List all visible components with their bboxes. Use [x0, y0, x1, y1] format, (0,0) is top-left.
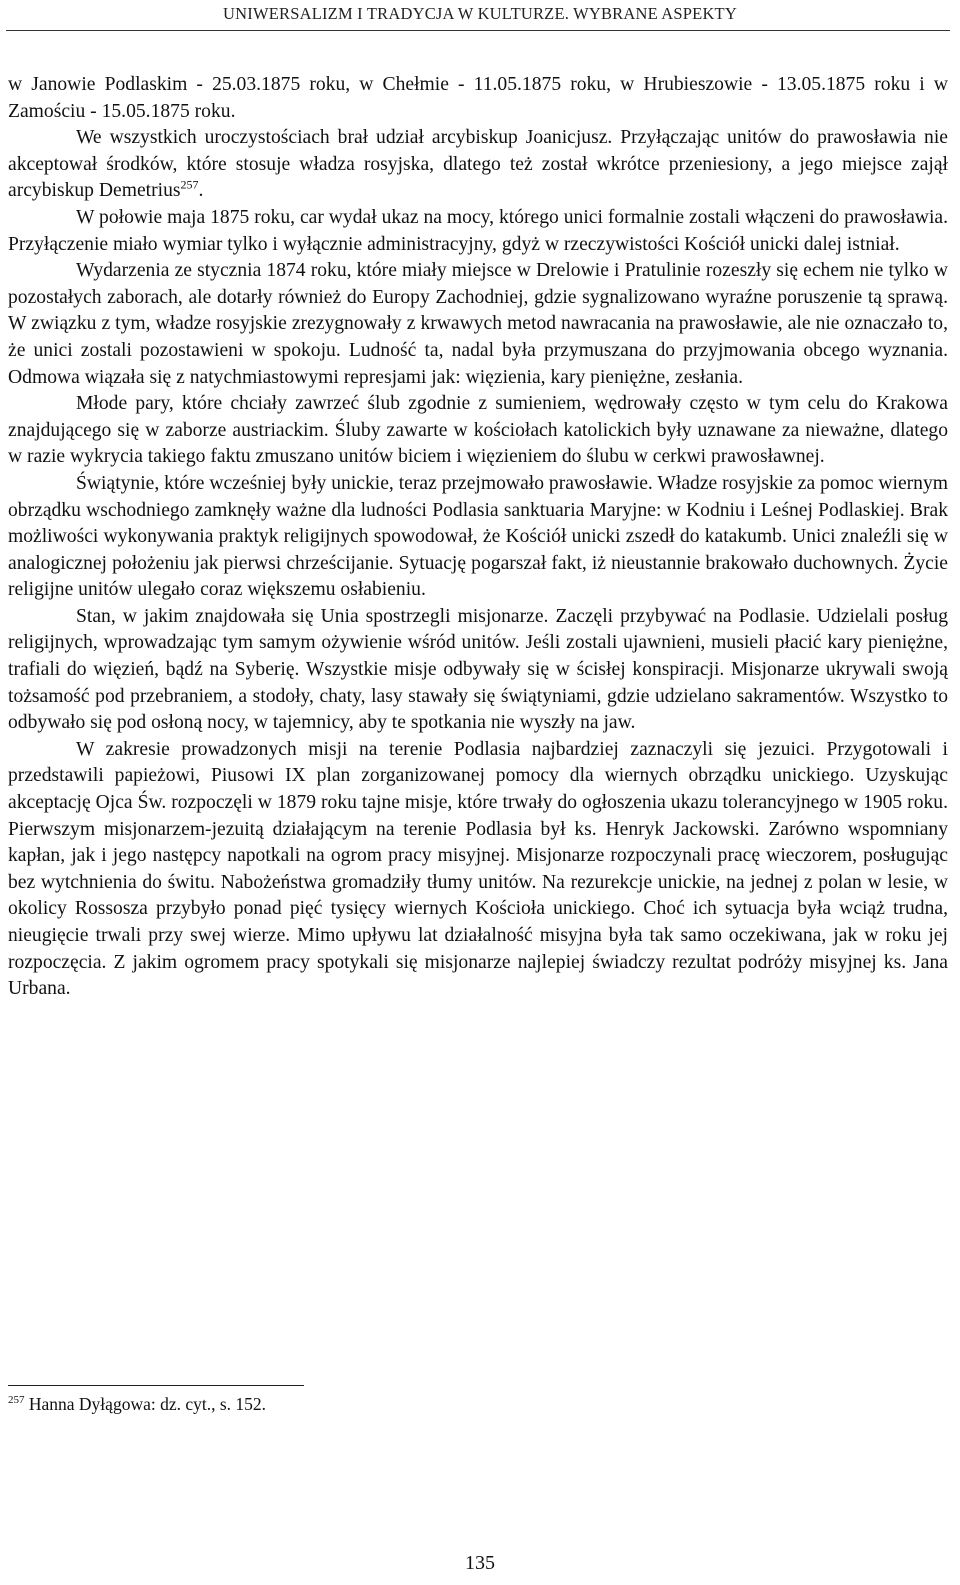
footnote-number: 257 [8, 1394, 25, 1407]
paragraph-2 [8, 125, 948, 205]
footnote-reference[interactable]: 257 [180, 177, 199, 192]
header-rule [6, 30, 950, 31]
paragraph-8: W zakresie prowadzonych misji na terenie Podlasia najbardziej zaznaczyli się jezuici. Przygotowali i przedstawili papieżowi, Piusowi IX plan zorganizowanej pomocy dla wiernych obrządku unickiego. Uzyskując akceptację Ojca Św. rozpoczęli w 1879 roku tajne misje, które trwały do ogłoszenia ukazu tolerancyjnego w 1905 roku. Pierwszym misjonarzem-jezuitą działającym na terenie Podlasia był ks. Henryk Jackowski. Zarówno wspomniany kapłan, jak i jego następcy napotkali na ogrom pracy misyjnej. Misjonarze rozpoczynali pracę wieczorem, posługując bez wytchnienia do świtu. Nabożeństwa gromadziły tłumy unitów. Na rezurekcje unickie, na jednej z polan w lesie, w okolicy Rossosza przybyło ponad pięć tysięcy wiernych Kościoła unickiego. Choć ich sytuacja była wciąż trudna, nieugięcie trwali przy swej wierze. Mimo upływu lat działalność misyjna była tak samo oczekiwana, jak w roku jej rozpoczęcia. Z jakim ogromem pracy spotykali się misjonarze najlepiej świadczy rezultat podróży misyjnej ks. Jana Urbana. [8, 738, 948, 1000]
page-number: 135 [465, 1552, 495, 1574]
paragraph-1: w Janowie Podlaskim - 25.03.1875 roku, w Chełmie - 11.05.1875 roku, w Hrubieszowie - 13.05.1875 roku i w Zamościu - 15.05.1875 roku. [8, 74, 948, 122]
body-text [8, 72, 948, 1003]
footnote-rule [8, 1385, 304, 1386]
running-header: UNIWERSALIZM I TRADYCJA W KULTURZE. WYBRANE ASPEKTY [223, 4, 737, 23]
paragraph-2-end: . [198, 180, 204, 202]
paragraph-3: W połowie maja 1875 roku, car wydał ukaz na mocy, którego unici formalnie zostali włączeni do prawosławia. Przyłączenie miało wymiar tylko i wyłącznie administracyjny, gdyż w rzeczywistości Kościół unicki dalej istniał. [8, 206, 948, 255]
paragraph-6: Świątynie, które wcześniej były unickie, teraz przejmowało prawosławie. Władze rosyjskie za pomoc wiernym obrządku wschodniego zamknęły ważne dla ludności Podlasia sanktuaria Maryjne: w Kodniu i Leśnej Podlaskiej. Brak możliwości wykonywania praktyk religijnych spowodował, że Kościół unicki zszedł do katakumb. Unici znaleźli się w analogicznej położeniu jak pierwsi chrześcijanie. Sytuację pogarszał fakt, iż nieustannie brakowało duchownych. Życie religijne unitów ulegało coraz większemu osłabieniu. [8, 472, 948, 601]
paragraph-4: Wydarzenia ze stycznia 1874 roku, które miały miejsce w Drelowie i Pratulinie rozeszły się echem nie tylko w pozostałych zaborach, ale dotarły również do Europy Zachodniej, gdzie sygnalizowano wyraźne poruszenie tą sprawą. W związku z tym, władze rosyjskie zrezygnowały z krwawych metod nawracania na prawosławie, ale nie oznaczało to, że unici zostali pozostawieni w spokoju. Ludność ta, nadal była przymuszana do przyjmowania obcego wyznania. Odmowa wiązała się z natychmiastowymi represjami jak: więzienia, kary pieniężne, zesłania. [8, 260, 948, 388]
paragraph-2-text: We wszystkich uroczystościach brał udział arcybiskup Joanicjusz. Przyłączając unitów do prawosławia nie akceptował środków, które stosuje władza rosyjska, dlatego też został wkrótce przeniesiony, a jego miejsce zajął arcybiskup Demetrius [8, 127, 948, 202]
footnote-text: Hanna Dyłągowa: dz. cyt., s. 152. [24, 1394, 267, 1414]
paragraph-5: Młode pary, które chciały zawrzeć ślub zgodnie z sumieniem, wędrowały często w tym celu do Krakowa znajdującego się w zaborze austriackim. Śluby zawarte w kościołach katolickich były uznawane za nieważne, dlatego w razie wykrycia takiego faktu zmuszano unitów biciem i więzieniem do ślubu w cerkwi prawosławnej. [8, 393, 948, 468]
footnote [8, 1393, 948, 1415]
paragraph-7: Stan, w jakim znajdowała się Unia spostrzegli misjonarze. Zaczęli przybywać na Podlasie. Udzielali posług religijnych, wprowadzając tym samym ożywienie wśród unitów. Jeśli zostali ujawnieni, musieli płacić kary pieniężne, trafiali do więzień, bądź na Syberię. Wszystkie misje odbywały się w ścisłej konspiracji. Misjonarze ukrywali swoją tożsamość pod przebraniem, a stodoły, chaty, lasy stawały się świątyniami, gdzie udzielano sakramentów. Wszystko to odbywało się pod osłoną nocy, w tajemnicy, aby te spotkania nie wyszły na jaw. [8, 605, 948, 734]
